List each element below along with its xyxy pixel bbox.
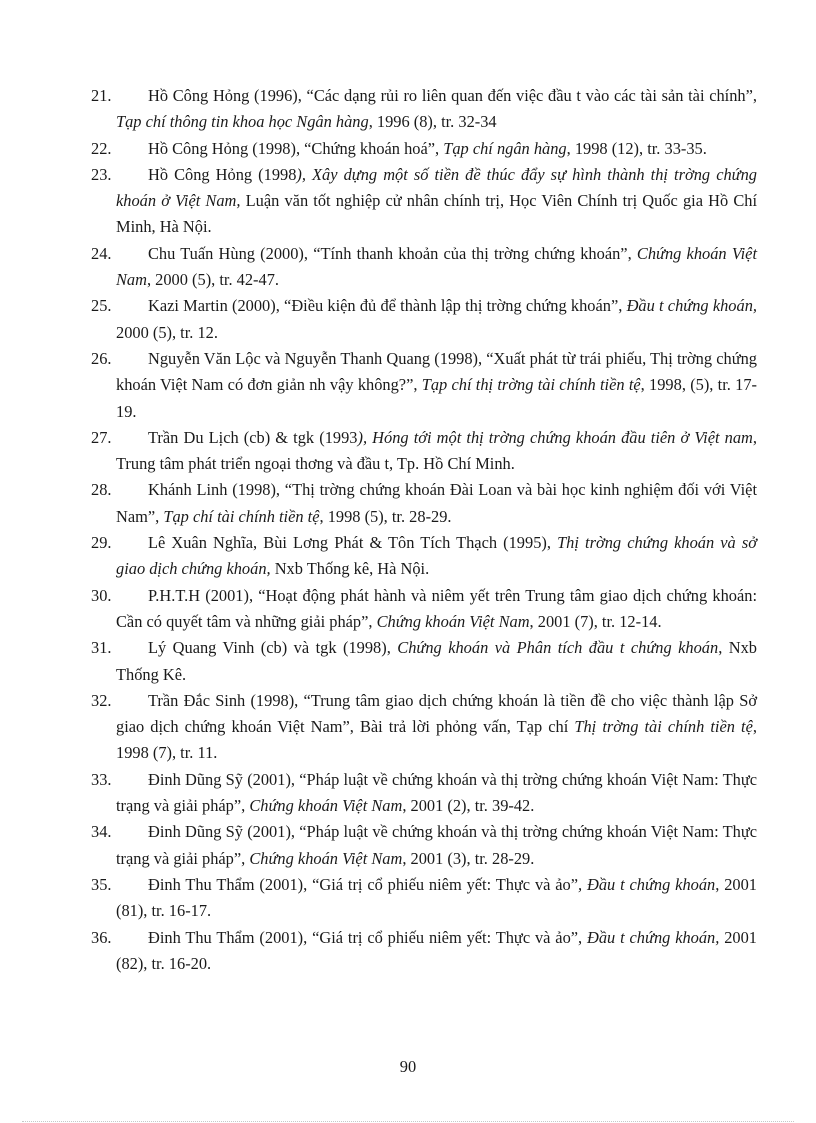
reference-item xyxy=(91,293,757,346)
reference-item xyxy=(91,530,757,583)
reference-text: Đinh Dũng Sỹ (2001), “Pháp luật về chứng khoán và thị trờng chứng khoán Việt Nam: Thực trạng và giải pháp”, xyxy=(116,822,757,868)
reference-text: Lê Xuân Nghĩa, Bùi Lơng Phát & Tôn Tích Thạch (1995), xyxy=(148,533,558,553)
reference-number: 22. xyxy=(91,138,112,158)
reference-text: , 1996 (8), tr. 32-34 xyxy=(368,112,497,132)
reference-item xyxy=(91,241,757,294)
reference-text: Chu Tuấn Hùng (2000), “Tính thanh khoản của thị trờng chứng khoán”, xyxy=(148,243,637,263)
reference-text: , 2000 (5), tr. 42-47. xyxy=(146,270,279,290)
reference-number: 30. xyxy=(91,585,112,605)
reference-number: 26. xyxy=(91,348,112,368)
reference-title: Chứng khoán Việt Nam xyxy=(376,611,530,631)
reference-text: Đinh Thu Thẩm (2001), “Giá trị cổ phiếu niêm yết: Thực và ảo”, xyxy=(148,927,588,947)
reference-text: Đinh Thu Thẩm (2001), “Giá trị cổ phiếu niêm yết: Thực và ảo” xyxy=(148,874,579,894)
reference-text: , 1998, (5), tr. 17-19. xyxy=(116,375,757,421)
reference-text: Nxb Thống kê, Hà Nội. xyxy=(270,559,430,579)
reference-text: Đinh Dũng Sỹ (2001), “Pháp luật về chứng khoán và thị trờng chứng khoán Việt Nam: Thực trạng và giải pháp”, xyxy=(116,769,757,816)
reference-title: Chứng khoán và Phân tích đầu t chứng khoán xyxy=(397,638,719,658)
reference-text: , 1998 (12), tr. 33-35. xyxy=(566,138,707,158)
reference-title: Chứng khoán Việt Nam xyxy=(249,796,403,816)
reference-number: 36. xyxy=(91,927,112,947)
reference-number: 31. xyxy=(91,638,112,658)
reference-number: 28. xyxy=(91,480,112,500)
reference-title: Tạp chí tài chính tiền tệ xyxy=(163,506,320,526)
page-bottom-divider xyxy=(22,1121,794,1122)
reference-text: Kazi Martin (2000), “Điều kiện đủ để thành lập thị trờng chứng khoán”, xyxy=(148,296,627,316)
reference-item xyxy=(91,346,757,425)
reference-text: 2001 (82), tr. 16-20. xyxy=(116,927,758,973)
reference-item xyxy=(91,767,757,820)
reference-title: Tạp chí thông tin khoa học Ngân hàng xyxy=(116,112,369,132)
reference-number: 25. xyxy=(91,296,112,316)
reference-text: , 1998 (7), tr. 11. xyxy=(116,717,757,763)
reference-item xyxy=(91,136,757,162)
reference-title: ), Hóng tới một thị trờng chứng khoán đầu tiên ở Việt nam xyxy=(357,427,753,447)
reference-item xyxy=(91,925,757,978)
reference-text: , 2001 (2), tr. 39-42. xyxy=(402,796,535,816)
reference-title: Thị trờng tài chính tiền tệ xyxy=(574,717,753,737)
reference-item xyxy=(91,819,757,872)
reference-number: 35. xyxy=(91,874,112,894)
reference-title: , Đầu t chứng khoán xyxy=(578,874,716,894)
reference-title: Tạp chí thị trờng tài chính tiền tệ xyxy=(421,375,641,395)
reference-text: , 2001 (3), tr. 28-29. xyxy=(402,848,535,868)
page-number: 90 xyxy=(399,1057,417,1076)
reference-number: 24. xyxy=(91,243,112,263)
reference-number: 21. xyxy=(91,86,112,105)
reference-text: Hồ Công Hỏng (1998 xyxy=(148,164,297,184)
reference-item xyxy=(91,583,757,636)
reference-title: Tạp chí ngân hàng xyxy=(443,138,567,158)
reference-item xyxy=(91,635,757,688)
reference-text: Lý Quang Vinh (cb) và tgk (1998), xyxy=(148,638,398,658)
reference-text: , Nxb Thống Kê. xyxy=(116,638,757,684)
reference-number: 23. xyxy=(91,164,112,184)
reference-title: Chứng khoán Việt Nam xyxy=(116,243,758,290)
reference-title: ), Xây dựng một số tiền đề thúc đẩy sự hình thành thị trờng chứng khoán ở Việt Nam, xyxy=(116,164,757,211)
reference-number: 29. xyxy=(91,533,112,553)
reference-text: Trần Du Lịch (cb) & tgk (1993 xyxy=(148,427,358,447)
reference-title: Chứng khoán Việt Nam xyxy=(249,848,403,868)
reference-item xyxy=(91,162,757,241)
reference-text: Luận văn tốt nghiệp cử nhân chính trị, Học Viên Chính trị Quốc gia Hồ Chí Minh, Hà Nội. xyxy=(116,191,757,237)
reference-title: Đầu t chứng khoán, xyxy=(626,296,757,316)
reference-item xyxy=(91,477,757,530)
reference-number: 33. xyxy=(91,769,112,789)
reference-number: 32. xyxy=(91,690,112,710)
reference-text: Nguyễn Văn Lộc và Nguyễn Thanh Quang (1998), “Xuất phát từ trái phiếu, Thị trờng chứng khoán Việt Nam có đơn giản nh vậy không?”, xyxy=(116,348,757,395)
reference-text: Hồ Công Hỏng (1996), “Các dạng rủi ro liên quan đến việc đầu t vào các tài sản tài chính”, xyxy=(148,86,757,105)
reference-text: P.H.T.H (2001), “Hoạt động phát hành và niêm yết trên Trung tâm giao dịch chứng khoán: Cần có quyết tâm và những giải pháp”, xyxy=(116,585,757,631)
reference-title: Thị trờng chứng khoán và sở giao dịch chứng khoán, xyxy=(116,533,757,579)
reference-list xyxy=(91,83,757,977)
reference-text: Trần Đắc Sinh (1998), “Trung tâm giao dịch chứng khoán là tiền đề cho việc thành lập Sở giao dịch chứng khoán Việt Nam”, Bài trả lời phỏng vấn, Tạp chí xyxy=(116,690,757,737)
reference-number: 27. xyxy=(91,427,112,447)
reference-item xyxy=(91,83,757,136)
reference-text: Khánh Linh (1998), “Thị trờng chứng khoán Đài Loan và bài học kinh nghiệm đối với Việt Nam”, xyxy=(116,480,757,526)
reference-text: , Trung tâm phát triển ngoại thơng và đầu t, Tp. Hồ Chí Minh. xyxy=(116,427,758,474)
reference-item xyxy=(91,688,757,767)
reference-text: Hồ Công Hỏng (1998), “Chứng khoán hoá”, xyxy=(148,138,444,158)
reference-text: , 1998 (5), tr. 28-29. xyxy=(319,506,452,526)
reference-title: Đầu t chứng khoán, xyxy=(587,927,720,947)
reference-text: , 2001 (7), tr. 12-14. xyxy=(529,611,662,631)
reference-number: 34. xyxy=(91,822,112,842)
reference-item xyxy=(91,425,757,478)
reference-text: 2000 (5), tr. 12. xyxy=(116,322,218,342)
reference-text: , 2001 (81), tr. 16-17. xyxy=(116,874,757,921)
reference-item xyxy=(91,872,757,925)
